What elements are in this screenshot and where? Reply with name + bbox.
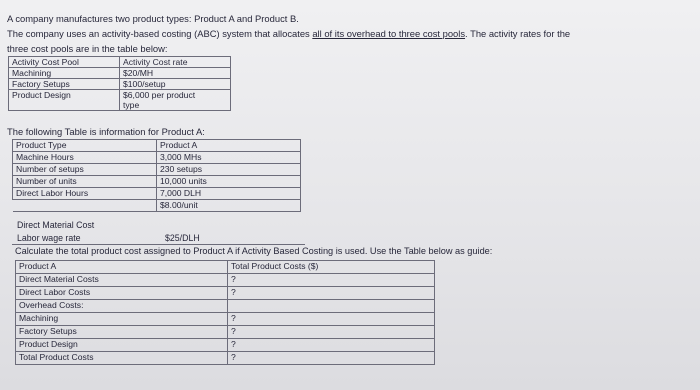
table-row (13, 188, 301, 200)
table-row (13, 164, 301, 176)
product-info-table (12, 139, 301, 212)
table-row (9, 90, 231, 111)
guide-table (15, 260, 435, 365)
header-cell: Total Product Costs ($) (228, 261, 435, 274)
table-row (9, 68, 231, 79)
value-cell: 10,000 units (157, 176, 301, 188)
cost-label-cell: Total Product Costs (16, 352, 228, 365)
intro-line-2-suffix: . The activity rates for the (465, 28, 571, 39)
table-row (16, 339, 435, 352)
rate-cell: $20/MH (120, 68, 231, 79)
question-text: Calculate the total product cost assigned to Product A if Activity Based Costing is used. Use the Table below as guide: (15, 246, 493, 256)
direct-material-label: Direct Material Cost (17, 220, 95, 230)
value-cell: 3,000 MHs (157, 152, 301, 164)
table-row (13, 176, 301, 188)
table-row (13, 152, 301, 164)
cost-value-cell (228, 300, 435, 313)
cost-label-cell: Direct Labor Costs (16, 287, 228, 300)
header-cell: Product Type (13, 140, 157, 152)
cost-label-cell: Overhead Costs: (16, 300, 228, 313)
value-cell: 230 setups (157, 164, 301, 176)
intro-line-2-prefix: The company uses an activity-based costing (ABC) system that allocates (7, 28, 313, 39)
cost-label-cell: Factory Setups (16, 326, 228, 339)
cost-value-cell: ? (228, 287, 435, 300)
table-row (16, 287, 435, 300)
table-row (13, 140, 301, 152)
header-cell: Activity Cost Pool (9, 57, 120, 68)
pool-cell: Factory Setups (9, 79, 120, 90)
cost-label-cell: Machining (16, 313, 228, 326)
cost-value-cell: ? (228, 352, 435, 365)
cost-value-cell: ? (228, 339, 435, 352)
cost-label-cell: Direct Material Costs (16, 274, 228, 287)
label-cell: Direct Labor Hours (13, 188, 157, 200)
label-cell: Number of units (13, 176, 157, 188)
table-row (9, 57, 231, 68)
label-cell: Number of setups (13, 164, 157, 176)
table-row (16, 352, 435, 365)
table-row (16, 300, 435, 313)
table-row (9, 79, 231, 90)
pool-cell: Machining (9, 68, 120, 79)
label-cell (13, 200, 157, 212)
rate-continuation: type (123, 100, 140, 110)
cost-value-cell: ? (228, 326, 435, 339)
label-cell: Machine Hours (13, 152, 157, 164)
header-cell: Product A (157, 140, 301, 152)
rate-cell: $100/setup (120, 79, 231, 90)
divider (12, 244, 305, 245)
table-row (16, 261, 435, 274)
activity-rates-table (8, 56, 231, 111)
rate-cell (120, 90, 231, 111)
info-heading: The following Table is information for Product A: (7, 126, 205, 137)
header-cell: Product A (16, 261, 228, 274)
value-cell: 7,000 DLH (157, 188, 301, 200)
intro-line-1: A company manufactures two product types: Product A and Product B. (7, 13, 299, 24)
cost-value-cell: ? (228, 274, 435, 287)
table-row (16, 274, 435, 287)
cost-label-cell: Product Design (16, 339, 228, 352)
labor-wage-value: $25/DLH (165, 233, 200, 243)
pool-cell: Product Design (9, 90, 120, 111)
table-row (13, 200, 301, 212)
intro-line-3: three cost pools are in the table below: (7, 43, 168, 54)
intro-line-2 (7, 28, 570, 39)
overhead-link-text: all of its overhead to three cost pools (312, 28, 466, 39)
labor-wage-label: Labor wage rate (17, 233, 81, 243)
value-cell: $8.00/unit (157, 200, 301, 212)
table-row (16, 326, 435, 339)
header-cell: Activity Cost rate (120, 57, 231, 68)
cost-value-cell: ? (228, 313, 435, 326)
table-row (16, 313, 435, 326)
rate-text: $6,000 per product (123, 90, 196, 100)
